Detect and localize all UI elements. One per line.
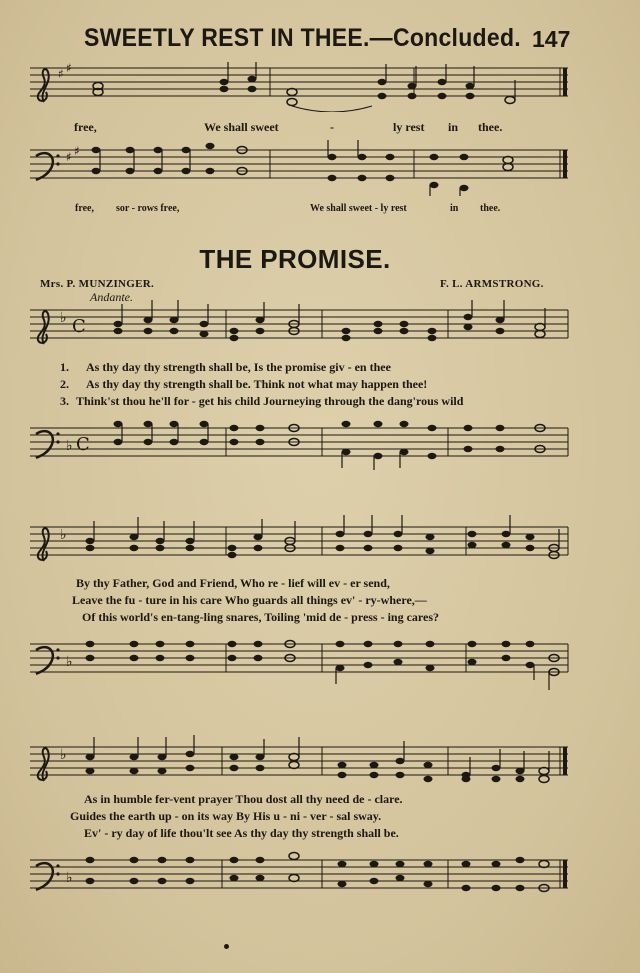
concluded-treble-lyric-6: thee. xyxy=(478,120,503,134)
concluded-treble-lyric-3: - xyxy=(330,120,334,134)
system1-verse1 xyxy=(60,360,391,375)
concluded-treble-lyric-5: in xyxy=(448,120,459,134)
svg-text:♭: ♭ xyxy=(66,654,73,670)
system2-treble-staff xyxy=(22,515,572,571)
system1-treble-staff xyxy=(22,300,572,350)
printer-mark xyxy=(224,944,229,949)
system1-verse3 xyxy=(60,394,463,409)
svg-text:♯: ♯ xyxy=(74,144,80,158)
lyricist-credit: Mrs. P. MUNZINGER. xyxy=(40,278,155,290)
concluded-bass-lyric-1: free, xyxy=(75,203,94,214)
system2-verse3: Of this world's en-tang-ling snares, Toiling 'mid de - press - ing cares? xyxy=(82,610,440,624)
svg-text:♯: ♯ xyxy=(66,150,72,164)
system2-bass-staff xyxy=(22,632,572,692)
system3-treble-staff xyxy=(22,735,572,791)
page-header-title: SWEETLY REST IN THEE.—Concluded. xyxy=(84,24,521,52)
concluded-treble-lyric-1: free, xyxy=(74,120,97,134)
system3-bass-staff xyxy=(22,848,572,904)
svg-text:C: C xyxy=(76,434,90,455)
tempo-marking: Andante. xyxy=(90,290,133,304)
svg-text:♭: ♭ xyxy=(60,310,67,326)
system1-verse1-number: 1. xyxy=(60,360,69,374)
concluded-bass-lyric-5: thee. xyxy=(480,203,501,214)
concluded-bass-staff xyxy=(22,140,572,196)
system1-verse2 xyxy=(60,377,427,392)
system1-verse1-text: As thy day thy strength shall be, Is the promise giv - en thee xyxy=(86,360,391,374)
concluded-treble-lyric-2: We shall sweet xyxy=(204,120,279,134)
svg-text:♭: ♭ xyxy=(66,870,73,886)
svg-text:♯: ♯ xyxy=(66,62,72,75)
concluded-bass-lyric-2: sor - rows free, xyxy=(116,203,180,214)
svg-text:♭: ♭ xyxy=(60,747,67,763)
system3-verse2: Guides the earth up - on its way By His u - ni - ver - sal sway. xyxy=(70,809,382,823)
svg-text:C: C xyxy=(72,316,86,337)
concluded-bass-lyric-4: in xyxy=(450,203,459,214)
system2-verse1: By thy Father, God and Friend, Who re - lief will ev - er send, xyxy=(76,576,390,590)
system3-verse1: As in humble fer-vent prayer Thou dost all thy need de - clare. xyxy=(84,792,403,806)
composer-credit: F. L. ARMSTRONG. xyxy=(440,278,544,290)
system2-verse2: Leave the fu - ture in his care Who guards all things ev' - ry-where,— xyxy=(72,593,427,607)
system1-verse2-number: 2. xyxy=(60,377,69,391)
system1-bass-staff xyxy=(22,416,572,472)
concluded-bass-lyric-3: We shall sweet - ly rest xyxy=(310,203,407,214)
svg-text:♭: ♭ xyxy=(66,438,73,454)
system1-verse3-text: Think'st thou he'll for - get his child Journeying through the dang'rous wild xyxy=(76,394,464,408)
svg-text:♯: ♯ xyxy=(58,67,64,81)
system3-verse3: Ev' - ry day of life thou'lt see As thy day thy strength shall be. xyxy=(84,826,399,840)
system1-verse2-text: As thy day thy strength shall be. Think not what may happen thee! xyxy=(86,377,428,391)
page-number: 147 xyxy=(532,26,571,52)
svg-text:♭: ♭ xyxy=(60,527,67,543)
concluded-treble-lyric-4: ly rest xyxy=(393,120,425,134)
song-title: THE PROMISE. xyxy=(199,244,391,274)
system1-verse3-number: 3. xyxy=(60,394,69,408)
concluded-treble-staff xyxy=(22,62,572,112)
